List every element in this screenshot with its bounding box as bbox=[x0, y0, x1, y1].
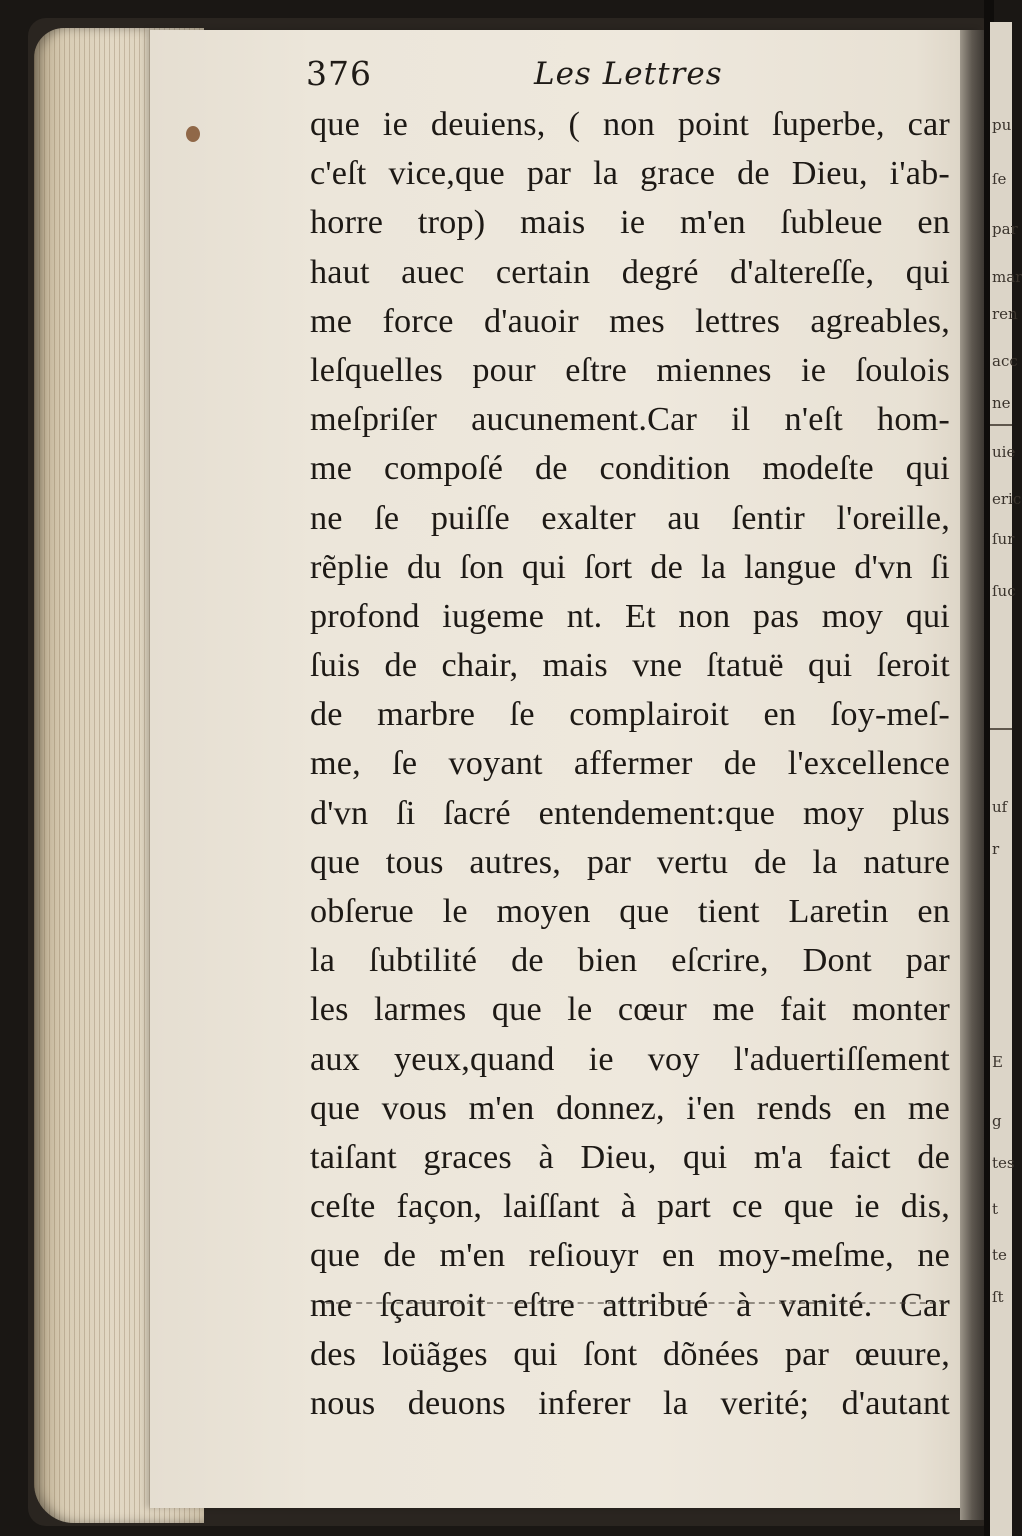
text-line: que vous m'en donnez, i'en rends en me bbox=[310, 1089, 950, 1127]
text-line: ne ſe puiſſe exalter au ſentir l'oreille, bbox=[310, 499, 950, 537]
bottom-underline bbox=[326, 1302, 946, 1304]
facing-fragment: r bbox=[992, 840, 1000, 858]
text-line: nous deuons inferer la verité; d'autant bbox=[310, 1384, 950, 1422]
text-line: horre trop) mais ie m'en ſubleue en bbox=[310, 204, 950, 242]
facing-fragment: eric bbox=[992, 490, 1022, 508]
page-header bbox=[306, 54, 936, 102]
text-line: obſerue le moyen que tient Laretin en bbox=[310, 893, 950, 930]
text-line: c'eſt vice,que par la grace de Dieu, i'ab- bbox=[310, 155, 950, 193]
text-line: me, ſe voyant affermer de l'excellence bbox=[310, 745, 950, 783]
text-line: d'vn ſi ſacré entendement:que moy plus bbox=[310, 794, 950, 832]
text-line: me ſçauroit eſtre attribué à vanité. Car bbox=[310, 1286, 950, 1324]
facing-fragment: ren bbox=[992, 305, 1018, 323]
facing-fragment: ſuc bbox=[992, 582, 1016, 600]
facing-fragment: uf bbox=[992, 798, 1008, 816]
running-title: Les Lettres bbox=[534, 56, 723, 92]
text-line: aux yeux,quand ie voy l'aduertiſſement bbox=[310, 1040, 950, 1078]
ink-stain bbox=[186, 126, 200, 142]
text-line: de marbre ſe complairoit en ſoy-meſ- bbox=[310, 696, 950, 734]
text-line: leſquelles pour eſtre miennes ie ſoulois bbox=[310, 351, 950, 389]
facing-fragment: mar bbox=[992, 268, 1022, 286]
text-line: profond iugeme nt. Et non pas moy qui bbox=[310, 597, 950, 635]
facing-fragment: uie bbox=[992, 443, 1016, 461]
text-line: haut auec certain degré d'altereſſe, qui bbox=[310, 253, 950, 291]
facing-fragment: t bbox=[992, 1200, 999, 1218]
text-line: les larmes que le cœur me fait monter bbox=[310, 991, 950, 1029]
text-line: me force d'auoir mes lettres agreables, bbox=[310, 302, 950, 340]
text-line: meſpriſer aucunement.Car il n'eſt hom- bbox=[310, 401, 950, 439]
text-line: que de m'en reſiouyr en moy-meſme, ne bbox=[310, 1237, 950, 1275]
facing-fragment: ſur bbox=[992, 530, 1015, 548]
facing-fragment: ſt bbox=[992, 1288, 1004, 1306]
facing-rule bbox=[990, 728, 1012, 730]
facing-rule bbox=[990, 424, 1012, 426]
facing-fragment: acc bbox=[992, 352, 1018, 370]
text-line: ſuis de chair, mais vne ſtatuë qui ſeroit bbox=[310, 647, 950, 685]
facing-fragment: par bbox=[992, 220, 1018, 238]
text-line: rẽplie du ſon qui ſort de la langue d'vn ſi bbox=[310, 548, 950, 586]
facing-fragment: pu bbox=[992, 116, 1012, 134]
page-number: 376 bbox=[306, 54, 372, 93]
facing-fragment: g bbox=[992, 1112, 1002, 1130]
facing-fragment: ne bbox=[992, 394, 1011, 412]
facing-fragment: ſe bbox=[992, 170, 1007, 188]
text-line: des loüãges qui ſont dõnées par œuure, bbox=[310, 1335, 950, 1373]
facing-fragment: te bbox=[992, 1246, 1007, 1264]
facing-fragment: E bbox=[992, 1053, 1003, 1071]
text-line: ceſte façon, laiſſant à part ce que ie dis, bbox=[310, 1188, 950, 1226]
text-line: la ſubtilité de bien eſcrire, Dont par bbox=[310, 942, 950, 980]
text-line: taiſant graces à Dieu, qui m'a faict de bbox=[310, 1138, 950, 1176]
facing-page-sliver bbox=[990, 22, 1022, 1536]
body-text bbox=[310, 100, 950, 1428]
text-line: me compoſé de condition modeſte qui bbox=[310, 450, 950, 488]
facing-fragment: tes bbox=[992, 1154, 1015, 1172]
text-line: que tous autres, par vertu de la nature bbox=[310, 843, 950, 881]
text-line: que ie deuiens, ( non point ſuperbe, car bbox=[310, 106, 950, 143]
